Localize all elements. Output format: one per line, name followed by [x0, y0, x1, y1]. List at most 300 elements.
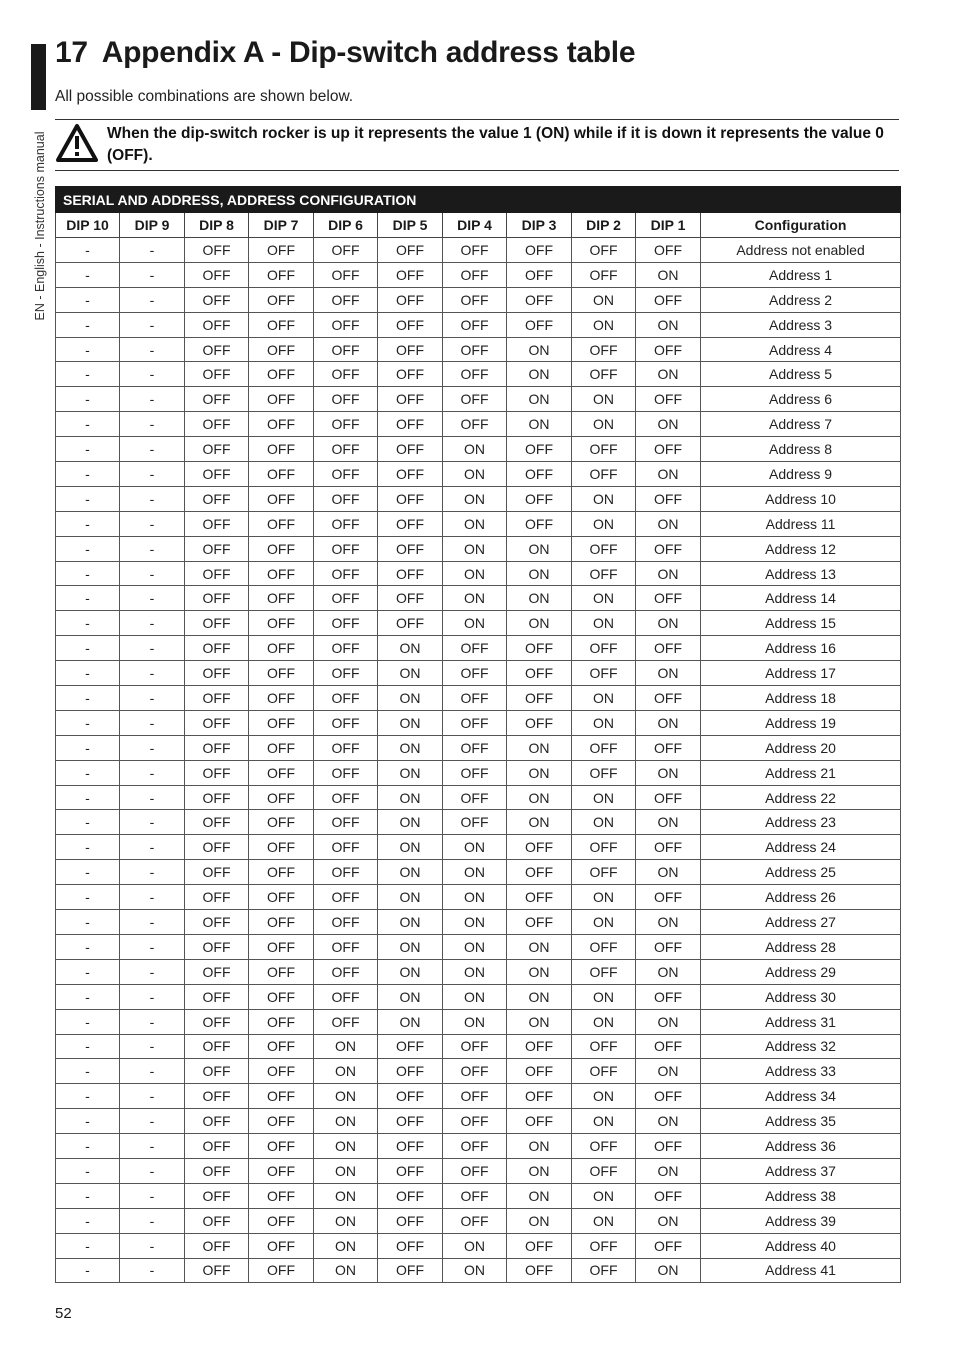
dip-state-cell: ON — [314, 1258, 378, 1283]
configuration-cell: Address 15 — [701, 611, 901, 636]
dip-state-cell: OFF — [572, 1059, 636, 1084]
dip-state-cell: OFF — [314, 437, 378, 462]
dip-state-cell: OFF — [185, 1158, 249, 1183]
dip-state-cell: OFF — [443, 636, 507, 661]
dip-state-cell: OFF — [378, 362, 443, 387]
dip-state-cell: - — [56, 984, 120, 1009]
dip-state-cell: ON — [378, 934, 443, 959]
table-body — [56, 238, 901, 1283]
dip-state-cell: ON — [443, 462, 507, 487]
dip-state-cell: OFF — [378, 561, 443, 586]
configuration-cell: Address 9 — [701, 462, 901, 487]
dip-state-cell: - — [120, 287, 185, 312]
dip-state-cell: OFF — [249, 1158, 314, 1183]
dip-state-cell: OFF — [314, 661, 378, 686]
dip-state-cell: OFF — [443, 1109, 507, 1134]
table-row — [56, 984, 901, 1009]
dip-state-cell: ON — [507, 1009, 572, 1034]
dip-state-cell: ON — [443, 437, 507, 462]
dip-state-cell: OFF — [249, 910, 314, 935]
dip-state-cell: - — [56, 1158, 120, 1183]
column-header: DIP 8 — [185, 213, 249, 238]
dip-state-cell: - — [120, 1059, 185, 1084]
dip-state-cell: OFF — [185, 934, 249, 959]
dip-state-cell: OFF — [314, 486, 378, 511]
dip-state-cell: - — [56, 412, 120, 437]
dip-state-cell: ON — [572, 1183, 636, 1208]
configuration-cell: Address 32 — [701, 1034, 901, 1059]
table-row — [56, 1233, 901, 1258]
table-row — [56, 312, 901, 337]
dip-state-cell: OFF — [314, 536, 378, 561]
dip-state-cell: OFF — [443, 262, 507, 287]
dip-state-cell: - — [56, 312, 120, 337]
dip-state-cell: - — [120, 412, 185, 437]
dip-state-cell: OFF — [443, 1134, 507, 1159]
dip-state-cell: ON — [443, 984, 507, 1009]
dip-state-cell: ON — [572, 486, 636, 511]
dip-state-cell: OFF — [249, 760, 314, 785]
dip-state-cell: ON — [378, 735, 443, 760]
dip-state-cell: ON — [572, 810, 636, 835]
dip-state-cell: - — [120, 760, 185, 785]
dip-state-cell: OFF — [249, 1208, 314, 1233]
dip-state-cell: OFF — [378, 1084, 443, 1109]
dip-state-cell: OFF — [314, 934, 378, 959]
dip-state-cell: OFF — [249, 486, 314, 511]
dip-state-cell: ON — [378, 785, 443, 810]
configuration-cell: Address 11 — [701, 511, 901, 536]
dip-state-cell: OFF — [572, 760, 636, 785]
dip-state-cell: - — [56, 1034, 120, 1059]
dip-state-cell: OFF — [185, 287, 249, 312]
dip-state-cell: OFF — [378, 1034, 443, 1059]
dip-state-cell: OFF — [507, 885, 572, 910]
dip-state-cell: ON — [507, 785, 572, 810]
dip-state-cell: OFF — [378, 1109, 443, 1134]
dip-state-cell: OFF — [636, 486, 701, 511]
dip-state-cell: - — [56, 934, 120, 959]
dip-state-cell: - — [56, 536, 120, 561]
table-row — [56, 1034, 901, 1059]
dip-state-cell: - — [56, 238, 120, 263]
configuration-cell: Address 21 — [701, 760, 901, 785]
table-row — [56, 561, 901, 586]
dip-state-cell: ON — [636, 1208, 701, 1233]
dip-state-cell: OFF — [443, 1208, 507, 1233]
configuration-cell: Address 6 — [701, 387, 901, 412]
dip-state-cell: OFF — [185, 362, 249, 387]
dip-state-cell: OFF — [636, 1084, 701, 1109]
dip-state-cell: - — [56, 437, 120, 462]
dip-state-cell: OFF — [443, 287, 507, 312]
configuration-cell: Address 5 — [701, 362, 901, 387]
table-row — [56, 735, 901, 760]
table-row — [56, 1258, 901, 1283]
dip-state-cell: ON — [443, 934, 507, 959]
dip-state-cell: ON — [507, 561, 572, 586]
dip-state-cell: OFF — [443, 1059, 507, 1084]
dip-state-cell: ON — [378, 636, 443, 661]
dip-state-cell: OFF — [185, 486, 249, 511]
table-caption: SERIAL AND ADDRESS, ADDRESS CONFIGURATION — [56, 187, 901, 213]
dip-state-cell: ON — [378, 910, 443, 935]
configuration-cell: Address 20 — [701, 735, 901, 760]
dip-state-cell: ON — [572, 984, 636, 1009]
dip-state-cell: OFF — [378, 486, 443, 511]
dip-state-cell: OFF — [185, 760, 249, 785]
configuration-cell: Address 26 — [701, 885, 901, 910]
dip-state-cell: OFF — [507, 636, 572, 661]
dip-state-cell: OFF — [378, 262, 443, 287]
table-row — [56, 437, 901, 462]
dip-state-cell: OFF — [507, 1034, 572, 1059]
dip-state-cell: OFF — [249, 287, 314, 312]
dip-state-cell: ON — [507, 1158, 572, 1183]
dip-state-cell: ON — [507, 1208, 572, 1233]
column-header: DIP 5 — [378, 213, 443, 238]
configuration-cell: Address 27 — [701, 910, 901, 935]
configuration-cell: Address 22 — [701, 785, 901, 810]
dip-state-cell: - — [56, 910, 120, 935]
dip-state-cell: OFF — [185, 312, 249, 337]
dip-state-cell: OFF — [249, 785, 314, 810]
dip-state-cell: - — [56, 1208, 120, 1233]
dip-state-cell: ON — [572, 312, 636, 337]
dip-state-cell: OFF — [378, 536, 443, 561]
configuration-cell: Address 12 — [701, 536, 901, 561]
configuration-cell: Address 10 — [701, 486, 901, 511]
dip-state-cell: ON — [507, 984, 572, 1009]
dip-state-cell: OFF — [443, 710, 507, 735]
dip-state-cell: OFF — [249, 437, 314, 462]
dip-state-cell: - — [120, 586, 185, 611]
dip-state-cell: OFF — [572, 934, 636, 959]
dip-state-cell: OFF — [314, 885, 378, 910]
dip-state-cell: ON — [443, 511, 507, 536]
dip-state-cell: ON — [636, 1158, 701, 1183]
dip-state-cell: ON — [636, 262, 701, 287]
dip-state-cell: - — [56, 686, 120, 711]
configuration-cell: Address 7 — [701, 412, 901, 437]
dip-state-cell: - — [56, 362, 120, 387]
dip-state-cell: OFF — [249, 934, 314, 959]
dip-state-cell: OFF — [507, 262, 572, 287]
dip-state-cell: OFF — [185, 387, 249, 412]
dip-state-cell: ON — [507, 611, 572, 636]
dip-state-cell: - — [120, 636, 185, 661]
dip-state-cell: OFF — [378, 511, 443, 536]
dip-state-cell: ON — [572, 686, 636, 711]
table-row — [56, 1158, 901, 1183]
dip-state-cell: OFF — [249, 561, 314, 586]
dip-state-cell: ON — [507, 810, 572, 835]
column-header: DIP 1 — [636, 213, 701, 238]
dip-state-cell: OFF — [572, 959, 636, 984]
dip-state-cell: OFF — [378, 387, 443, 412]
dip-state-cell: ON — [507, 586, 572, 611]
dip-state-cell: ON — [572, 586, 636, 611]
dip-state-cell: ON — [572, 910, 636, 935]
dip-state-cell: ON — [572, 1109, 636, 1134]
table-row — [56, 536, 901, 561]
dip-state-cell: OFF — [636, 238, 701, 263]
dip-state-cell: ON — [572, 1208, 636, 1233]
dip-state-cell: ON — [507, 760, 572, 785]
dip-state-cell: OFF — [249, 1233, 314, 1258]
dip-state-cell: OFF — [636, 1034, 701, 1059]
dip-state-cell: OFF — [507, 437, 572, 462]
dip-state-cell: - — [120, 511, 185, 536]
dip-state-cell: OFF — [249, 536, 314, 561]
configuration-cell: Address 16 — [701, 636, 901, 661]
dip-state-cell: OFF — [314, 287, 378, 312]
dip-state-cell: - — [120, 835, 185, 860]
dip-state-cell: OFF — [185, 710, 249, 735]
dip-state-cell: ON — [636, 910, 701, 935]
configuration-cell: Address 23 — [701, 810, 901, 835]
dip-state-cell: ON — [572, 885, 636, 910]
dip-state-cell: - — [120, 536, 185, 561]
page-title — [55, 36, 635, 70]
table-row — [56, 1009, 901, 1034]
dip-state-cell: - — [56, 262, 120, 287]
dip-state-cell: OFF — [378, 1208, 443, 1233]
configuration-cell: Address 31 — [701, 1009, 901, 1034]
dip-state-cell: - — [56, 1134, 120, 1159]
dip-state-cell: OFF — [314, 835, 378, 860]
dip-state-cell: OFF — [249, 1109, 314, 1134]
table-row — [56, 910, 901, 935]
dip-state-cell: OFF — [314, 636, 378, 661]
dip-state-cell: OFF — [572, 835, 636, 860]
dip-state-cell: OFF — [185, 735, 249, 760]
dip-state-cell: - — [56, 1084, 120, 1109]
dip-state-cell: OFF — [636, 586, 701, 611]
dip-state-cell: - — [56, 561, 120, 586]
dip-state-cell: - — [120, 312, 185, 337]
dip-state-cell: ON — [636, 860, 701, 885]
dip-state-cell: ON — [378, 760, 443, 785]
column-header: DIP 6 — [314, 213, 378, 238]
configuration-cell: Address 29 — [701, 959, 901, 984]
table-row — [56, 1183, 901, 1208]
dip-state-cell: ON — [572, 412, 636, 437]
dip-state-cell: OFF — [249, 1059, 314, 1084]
dip-state-cell: OFF — [636, 984, 701, 1009]
dip-state-cell: - — [120, 686, 185, 711]
chapter-title: Appendix A - Dip-switch address table — [101, 36, 636, 69]
dip-state-cell: ON — [443, 1258, 507, 1283]
dip-state-cell: OFF — [507, 661, 572, 686]
dip-state-cell: OFF — [314, 611, 378, 636]
dip-state-cell: ON — [572, 287, 636, 312]
table-row — [56, 362, 901, 387]
dip-state-cell: OFF — [249, 810, 314, 835]
dip-state-cell: ON — [507, 362, 572, 387]
dip-state-cell: OFF — [249, 959, 314, 984]
column-header: DIP 2 — [572, 213, 636, 238]
dip-state-cell: - — [120, 1034, 185, 1059]
dip-state-cell: OFF — [314, 312, 378, 337]
dip-state-cell: - — [120, 1009, 185, 1034]
dip-state-cell: ON — [572, 387, 636, 412]
dip-state-cell: OFF — [185, 238, 249, 263]
dip-state-cell: OFF — [314, 686, 378, 711]
dip-state-cell: OFF — [636, 686, 701, 711]
dip-state-cell: OFF — [185, 511, 249, 536]
dip-state-cell: OFF — [249, 387, 314, 412]
table-row — [56, 511, 901, 536]
intro-text: All possible combinations are shown below. — [55, 88, 354, 105]
configuration-cell: Address 34 — [701, 1084, 901, 1109]
table-row — [56, 611, 901, 636]
dip-state-cell: OFF — [378, 1059, 443, 1084]
dip-state-cell: - — [120, 1109, 185, 1134]
dip-state-cell: OFF — [507, 1059, 572, 1084]
dip-state-cell: OFF — [249, 586, 314, 611]
dip-state-cell: OFF — [378, 287, 443, 312]
dip-state-cell: OFF — [636, 735, 701, 760]
dip-state-cell: OFF — [636, 1183, 701, 1208]
column-header: DIP 3 — [507, 213, 572, 238]
dip-state-cell: OFF — [314, 860, 378, 885]
dip-switch-address-table — [55, 186, 901, 1283]
configuration-cell: Address 25 — [701, 860, 901, 885]
dip-state-cell: - — [120, 860, 185, 885]
dip-state-cell: OFF — [185, 262, 249, 287]
dip-state-cell: OFF — [378, 312, 443, 337]
dip-state-cell: OFF — [185, 1134, 249, 1159]
dip-state-cell: ON — [636, 710, 701, 735]
dip-state-cell: OFF — [249, 312, 314, 337]
dip-state-cell: ON — [314, 1134, 378, 1159]
dip-state-cell: OFF — [185, 1109, 249, 1134]
dip-state-cell: OFF — [314, 959, 378, 984]
table-row — [56, 412, 901, 437]
dip-state-cell: OFF — [507, 238, 572, 263]
dip-state-cell: OFF — [572, 1258, 636, 1283]
dip-state-cell: OFF — [185, 611, 249, 636]
configuration-cell: Address 28 — [701, 934, 901, 959]
dip-state-cell: - — [56, 810, 120, 835]
dip-state-cell: OFF — [572, 661, 636, 686]
dip-state-cell: OFF — [185, 686, 249, 711]
dip-state-cell: ON — [443, 885, 507, 910]
dip-state-cell: OFF — [249, 262, 314, 287]
dip-state-cell: OFF — [507, 1258, 572, 1283]
dip-state-cell: OFF — [443, 661, 507, 686]
dip-state-cell: OFF — [572, 437, 636, 462]
dip-state-cell: - — [120, 785, 185, 810]
dip-state-cell: - — [120, 238, 185, 263]
table-row — [56, 462, 901, 487]
dip-state-cell: OFF — [185, 1084, 249, 1109]
dip-state-cell: OFF — [443, 238, 507, 263]
dip-state-cell: OFF — [507, 1084, 572, 1109]
dip-state-cell: OFF — [249, 860, 314, 885]
dip-state-cell: OFF — [636, 437, 701, 462]
table-row — [56, 686, 901, 711]
dip-state-cell: OFF — [249, 337, 314, 362]
dip-state-cell: OFF — [314, 337, 378, 362]
dip-state-cell: - — [120, 1183, 185, 1208]
dip-state-cell: OFF — [185, 984, 249, 1009]
dip-state-cell: - — [56, 1109, 120, 1134]
table-row — [56, 337, 901, 362]
dip-state-cell: ON — [378, 661, 443, 686]
dip-state-cell: OFF — [443, 686, 507, 711]
dip-state-cell: ON — [443, 486, 507, 511]
dip-state-cell: OFF — [378, 1158, 443, 1183]
dip-state-cell: - — [120, 1208, 185, 1233]
dip-state-cell: - — [56, 735, 120, 760]
dip-state-cell: - — [56, 885, 120, 910]
dip-state-cell: ON — [314, 1034, 378, 1059]
dip-state-cell: OFF — [314, 586, 378, 611]
dip-state-cell: ON — [314, 1158, 378, 1183]
chapter-number: 17 — [55, 36, 88, 69]
dip-switch-table-container — [55, 186, 900, 1283]
dip-state-cell: ON — [507, 1183, 572, 1208]
table-header-row — [56, 213, 901, 238]
dip-state-cell: OFF — [507, 910, 572, 935]
table-row — [56, 636, 901, 661]
dip-state-cell: ON — [636, 1009, 701, 1034]
dip-state-cell: OFF — [636, 934, 701, 959]
dip-state-cell: - — [120, 710, 185, 735]
dip-state-cell: OFF — [378, 586, 443, 611]
dip-state-cell: OFF — [185, 1258, 249, 1283]
dip-state-cell: - — [120, 810, 185, 835]
dip-state-cell: - — [120, 1134, 185, 1159]
dip-state-cell: ON — [507, 337, 572, 362]
dip-state-cell: OFF — [249, 611, 314, 636]
dip-state-cell: OFF — [249, 885, 314, 910]
dip-state-cell: OFF — [636, 785, 701, 810]
dip-state-cell: ON — [636, 959, 701, 984]
configuration-cell: Address 35 — [701, 1109, 901, 1134]
configuration-cell: Address 19 — [701, 710, 901, 735]
configuration-cell: Address 39 — [701, 1208, 901, 1233]
column-header: DIP 4 — [443, 213, 507, 238]
dip-state-cell: - — [120, 462, 185, 487]
table-row — [56, 959, 901, 984]
dip-state-cell: - — [56, 611, 120, 636]
page-number: 52 — [55, 1305, 72, 1322]
configuration-cell: Address 30 — [701, 984, 901, 1009]
dip-state-cell: OFF — [507, 835, 572, 860]
dip-state-cell: - — [56, 959, 120, 984]
dip-state-cell: - — [120, 1233, 185, 1258]
configuration-cell: Address 17 — [701, 661, 901, 686]
dip-state-cell: - — [56, 1233, 120, 1258]
dip-state-cell: ON — [636, 362, 701, 387]
dip-state-cell: OFF — [636, 1233, 701, 1258]
dip-state-cell: ON — [314, 1208, 378, 1233]
dip-state-cell: OFF — [507, 860, 572, 885]
dip-state-cell: OFF — [507, 686, 572, 711]
configuration-cell: Address 36 — [701, 1134, 901, 1159]
dip-state-cell: OFF — [249, 1009, 314, 1034]
dip-state-cell: OFF — [185, 885, 249, 910]
dip-state-cell: ON — [507, 934, 572, 959]
dip-state-cell: ON — [378, 710, 443, 735]
dip-state-cell: OFF — [249, 735, 314, 760]
dip-state-cell: OFF — [443, 337, 507, 362]
dip-state-cell: ON — [507, 387, 572, 412]
dip-state-cell: - — [120, 1258, 185, 1283]
